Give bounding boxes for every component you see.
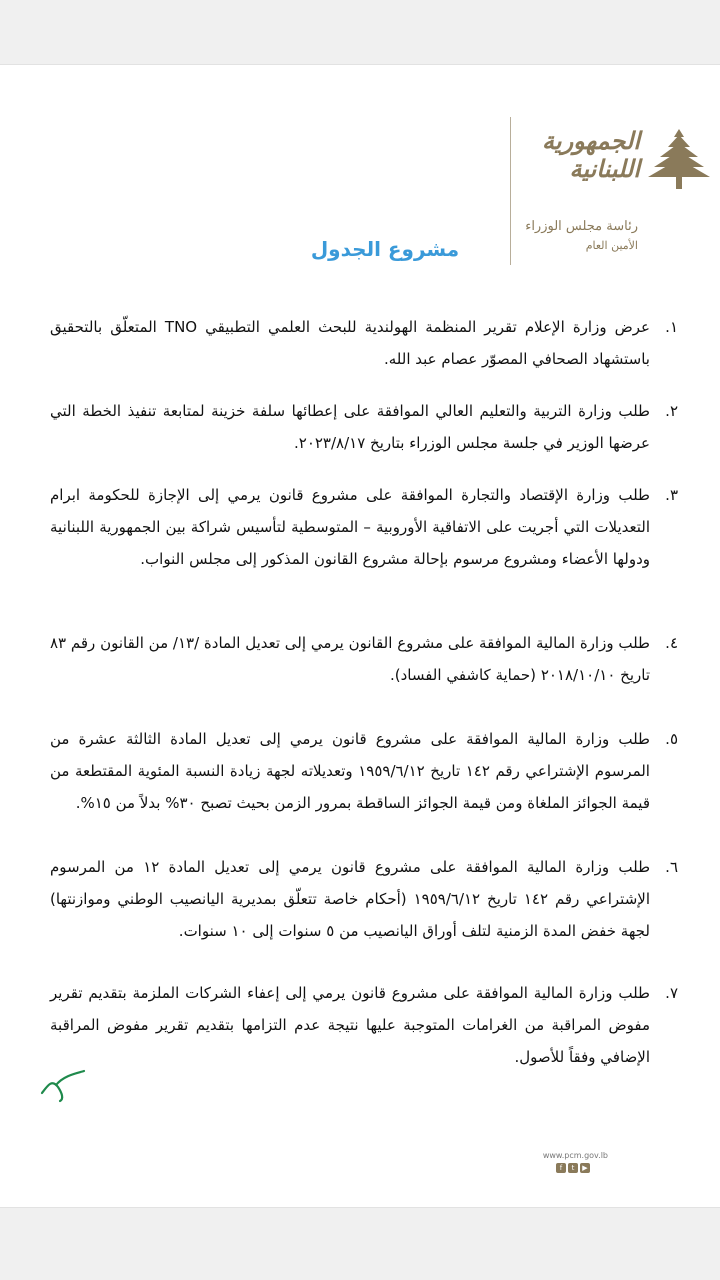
agenda-item: [50, 723, 678, 819]
agenda-item: [50, 395, 678, 459]
agenda-item: [50, 627, 678, 691]
signature-mark-icon: [38, 1065, 88, 1105]
facebook-icon: f: [556, 1163, 566, 1173]
agenda-item-text: طلب وزارة المالية الموافقة على مشروع قانون يرمي إلى تعديل المادة الثالثة عشرة من المرسوم الإشتراعي رقم ١٤٢ تاريخ ١٩٥٩/٦/١٢ وتعديلاته لجهة زيادة النسبة المئوية المقتطعة من قيمة الجوائز الملغاة ومن قيمة الجوائز الساقطة بمرور الزمن بحيث تصبح ٣٠% بدلاً من ١٥%.: [50, 730, 650, 812]
agenda-item-text: عرض وزارة الإعلام تقرير المنظمة الهولندية للبحث العلمي التطبيقي TNO المتعلّق بالتحقيق باستشهاد الصحافي المصوّر عصام عبد الله.: [50, 318, 650, 368]
emblem-title: الجمهورية اللبنانية: [542, 126, 640, 183]
agenda-item-text: طلب وزارة المالية الموافقة على مشروع قانون يرمي إلى تعديل المادة ١٢ من المرسوم الإشتراعي رقم ١٤٢ تاريخ ١٩٥٩/٦/١٢ (أحكام خاصة تتعلّق بمديرية اليانصيب الوطني وموازنتها) لجهة خفض المدة الزمنية لتلف أوراق اليانصيب من ٥ سنوات إلى ١٠ سنوات.: [50, 858, 651, 940]
agenda-item-number: ٥.: [665, 730, 678, 748]
agenda-item-number: ٧.: [665, 984, 678, 1002]
agenda-item-number: ٣.: [665, 486, 678, 504]
agenda-item-number: ٦.: [665, 858, 678, 876]
agenda-item: [50, 977, 678, 1073]
agenda-item: [50, 479, 678, 575]
footer-url: www.pcm.gov.lb: [542, 1151, 608, 1160]
cedar-emblem-icon: [644, 125, 714, 195]
document-page: [0, 64, 720, 1208]
agenda-item-text: طلب وزارة الإقتصاد والتجارة الموافقة على مشروع قانون يرمي إلى الإجازة للحكومة ابرام التعديلات التي أجريت على الاتفاقية الأوروبية – المتوسطية لتأسيس شراكة بين الجمهورية اللبنانية ودولها الأعضاء ومشروع مرسوم بإحالة مشروع القانون المذكور إلى مجلس النواب.: [50, 486, 650, 568]
agenda-item-text: طلب وزارة المالية الموافقة على مشروع قانون يرمي إلى إعفاء الشركات الملزمة بتقديم تقرير مفوض المراقبة من الغرامات المتوجبة عليها نتيجة عدم التزامها بتقديم تقرير مفوض المراقبة الإضافي وفقاً للأصول.: [50, 984, 650, 1066]
page-title: مشروع الجدول: [310, 237, 460, 261]
agenda-item-number: ١.: [665, 318, 678, 336]
agenda-item-number: ٤.: [665, 634, 678, 652]
agenda-item-text: طلب وزارة المالية الموافقة على مشروع القانون يرمي إلى تعديل المادة /١٣/ من القانون رقم ٨٣ تاريخ ٢٠١٨/١٠/١٠ (حماية كاشفي الفساد).: [50, 634, 650, 684]
youtube-icon: ▶: [580, 1163, 590, 1173]
agenda-item: [50, 851, 678, 947]
office-subtitle: الأمين العام: [585, 239, 638, 252]
social-icons: [556, 1163, 590, 1173]
agenda-item-text: طلب وزارة التربية والتعليم العالي الموافقة على إعطائها سلفة خزينة لمتابعة تنفيذ الخطة التي عرضها الوزير في جلسة مجلس الوزراء بتاريخ ٢٠٢٣/٨/١٧.: [50, 402, 650, 452]
office-name: رئاسة مجلس الوزراء: [525, 219, 638, 234]
agenda-item-number: ٢.: [665, 402, 678, 420]
agenda-item: [50, 311, 678, 375]
twitter-icon: t: [568, 1163, 578, 1173]
